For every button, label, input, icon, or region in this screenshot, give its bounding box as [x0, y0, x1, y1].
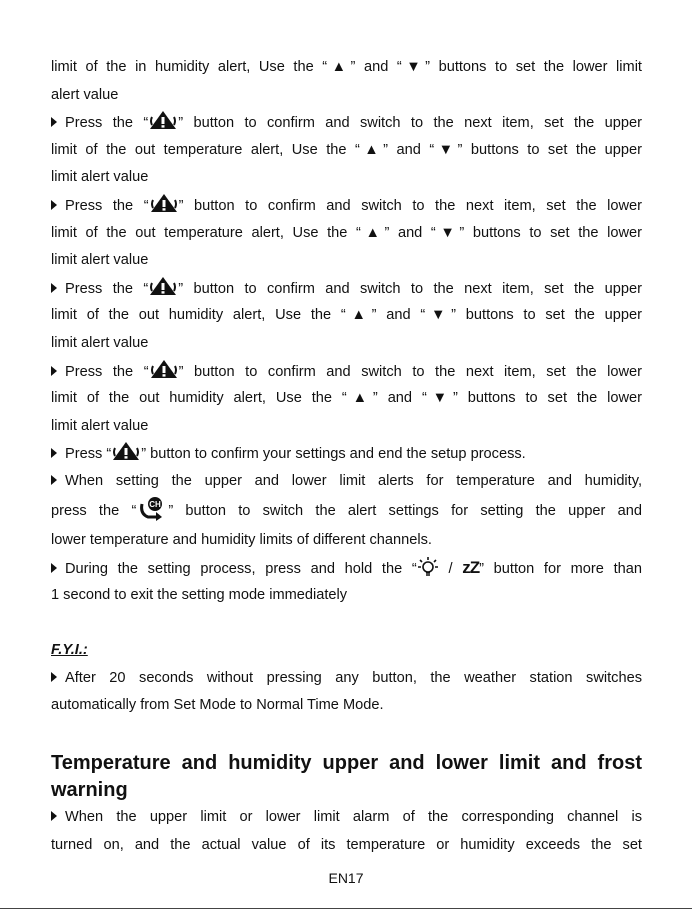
text-line: limit of the out humidity alert, Use the “▲” and “▼” buttons to set the upper: [51, 307, 642, 324]
light-button-icon: [417, 555, 439, 577]
page-number: EN17: [328, 870, 364, 886]
set-alert-button-icon: [149, 358, 179, 380]
bullet-confirm-settings: Press “ ” button to confirm your settings and end the setup process.: [51, 440, 642, 468]
paragraph-in-humidity-lower: [51, 54, 642, 109]
bullet-arrow-icon: [51, 475, 57, 485]
bottom-divider: [0, 908, 692, 909]
text-line: limit alert value: [51, 334, 149, 351]
bullet-arrow-icon: [51, 811, 57, 821]
bullet-out-humidity-lower: Press the “ ” button to confirm and switch to the next item, set the lower limit of the out humidity alert, Use the “▲” and “▼” buttons to set the lower limit alert value: [51, 358, 642, 441]
text-line: lower temperature and humidity limits of different channels.: [51, 531, 432, 548]
text-line: turned on, and the actual value of its temperature or humidity exceeds the set: [51, 836, 642, 853]
bullet-arrow-icon: [51, 672, 57, 682]
text-line: limit alert value: [51, 252, 149, 269]
text-line: limit of the out temperature alert, Use the “▲” and “▼” buttons to set the lower: [51, 224, 642, 241]
section-heading-cont: warning: [51, 779, 128, 802]
bullet-out-humidity-upper: Press the “ ” button to confirm and switch to the next item, set the upper limit of the out humidity alert, Use the “▲” and “▼” buttons to set the upper limit alert value: [51, 275, 642, 358]
fyi-label: F.Y.I.:: [51, 642, 88, 659]
text-line: limit alert value: [51, 169, 149, 186]
bullet-arrow-icon: [51, 563, 57, 573]
text-line: 1 second to exit the setting mode immediately: [51, 586, 348, 603]
bullet-arrow-icon: [51, 366, 57, 376]
text-line: automatically from Set Mode to Normal Time Mode.: [51, 697, 384, 714]
bullet-channel-switch: When setting the upper and lower limit alerts for temperature and humidity, press the “ ” button to switch the alert settings for setting the upper and lower temperature and humidity limits of different channels.: [51, 468, 642, 554]
bullet-out-temp-lower: Press the “ ” button to confirm and switch to the next item, set the lower limit of the out temperature alert, Use the “▲” and “▼” buttons to set the lower limit alert value: [51, 192, 642, 275]
set-alert-button-icon: [148, 275, 178, 297]
channel-button-icon: [136, 496, 168, 522]
set-alert-button-icon: [148, 109, 178, 131]
text-line: limit of the out humidity alert, Use the “▲” and “▼” buttons to set the lower: [51, 390, 642, 407]
snooze-button-icon: zZ: [462, 558, 480, 578]
section-heading: Temperature and humidity upper and lower limit and frost: [51, 752, 642, 775]
bullet-out-temp-upper: Press the “ ” button to confirm and switch to the next item, set the upper limit of the out temperature alert, Use the “▲” and “▼” buttons to set the upper limit alert value: [51, 109, 642, 192]
fyi-section: F.Y.I.: After 20 seconds without pressing any button, the weather station switches automatically from Set Mode to Normal Time Mode.: [51, 637, 642, 720]
bullet-arrow-icon: [51, 283, 57, 293]
manual-page: [51, 0, 643, 853]
text-line: limit of the out temperature alert, Use the “▲” and “▼” buttons to set the upper: [51, 141, 642, 158]
text-line: alert value: [51, 86, 119, 103]
set-alert-button-icon: [149, 192, 179, 214]
text-line: limit of the in humidity alert, Use the “▲” and “▼” buttons to set the lower limit: [51, 59, 642, 75]
set-alert-button-icon: [111, 440, 141, 462]
bullet-arrow-icon: [51, 448, 57, 458]
bullet-arrow-icon: [51, 200, 57, 210]
bullet-exit-setting: During the setting process, press and hold the “ / zZ” button for more than 1 second to exit the setting mode immediately: [51, 554, 642, 609]
bullet-arrow-icon: [51, 117, 57, 127]
section-frost-warning: Temperature and humidity upper and lower limit and frost warning When the upper limit or lower limit alarm of the corresponding channel is turned on, and the actual value of its temperature or humidity exceeds the set: [51, 750, 642, 859]
text-line: limit alert value: [51, 417, 149, 434]
